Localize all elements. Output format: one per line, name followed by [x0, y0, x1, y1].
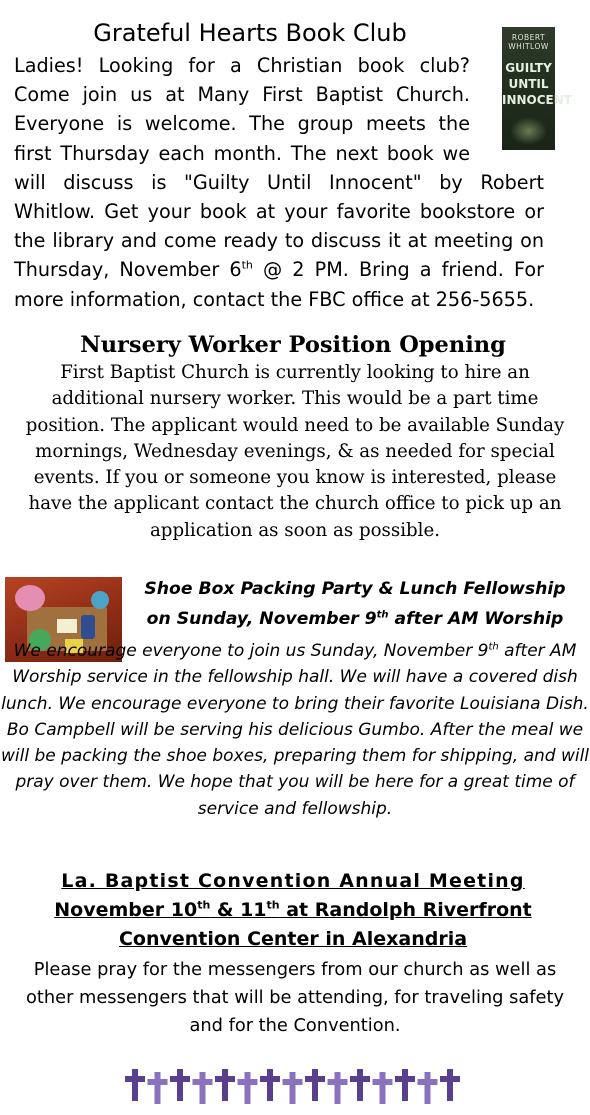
- cross-icon: [328, 1072, 348, 1104]
- cross-icon: [170, 1069, 190, 1101]
- book-club-body: Ladies! Looking for a Christian book club? Come join us at Many First Baptist Church. Everyone is welcome. The group meets the first Thursday each month. The next book we will discuss is "Guilty Until Innocent" by Robert Whitlow. Get your book at your favorite bookstore or the library and come ready to discuss it at meeting on Thursday, November 6th @ 2 PM. Bring a friend. For more information, contact the FBC office at 256-5655.: [14, 51, 544, 314]
- convention-heading-line1: La. Baptist Convention Annual Meeting: [61, 870, 525, 892]
- book-cover-image: [502, 27, 572, 150]
- photo-item: [91, 591, 109, 609]
- shoe-box-heading: [130, 574, 580, 634]
- photo-toy: [15, 585, 45, 611]
- cross-icon: [305, 1069, 325, 1101]
- cross-icon: [260, 1069, 280, 1101]
- book-cover-title: GUILTY UNTIL INNOCENT: [502, 61, 572, 107]
- cross-icon: [125, 1069, 145, 1101]
- nursery-title: Nursery Worker Position Opening: [80, 332, 506, 358]
- cross-icon: [148, 1072, 168, 1104]
- shoe-box-heading-line2: on Sunday, November 9th after AM Worship: [146, 609, 564, 629]
- shoe-box-heading-line1: Shoe Box Packing Party & Lunch Fellowship: [144, 579, 566, 599]
- cross-icon: [283, 1072, 303, 1104]
- convention-body: Please pray for the messengers from our church as well as other messengers that will be attending, for traveling safety and for the Convention.: [26, 959, 564, 1037]
- cross-icon: [373, 1072, 393, 1104]
- book-cover-glow: [510, 117, 547, 145]
- convention-heading-line2: November 10th & 11th at Randolph Riverfront: [54, 898, 532, 921]
- cross-icon: [238, 1072, 258, 1104]
- cross-icon: [418, 1072, 438, 1104]
- photo-item: [81, 615, 95, 639]
- photo-item: [57, 619, 77, 633]
- cross-icon: [350, 1069, 370, 1101]
- cross-icon: [215, 1069, 235, 1101]
- convention-heading-line3: Convention Center in Alexandria: [118, 928, 468, 950]
- cross-icon: [193, 1072, 213, 1104]
- cross-icon: [395, 1069, 415, 1101]
- book-club-title: Grateful Hearts Book Club: [93, 19, 407, 47]
- shoe-box-body: We encourage everyone to join us Sunday, November 9th after AM Worship service in the fellowship hall. We will have a covered dish lunch. We encourage everyone to bring their favorite Louisiana Dish. Bo Campbell will be serving his delicious Gumbo. After the meal we will be packing the shoe boxes, preparing them for shipping, and will pray over them. We hope that you will be here for a great time of service and fellowship.: [0, 641, 590, 819]
- book-cover-author: ROBERT WHITLOW: [508, 33, 549, 51]
- cross-row: [124, 1067, 464, 1105]
- nursery-body: First Baptist Church is currently looking to hire an additional nursery worker. This would be a part time position. The applicant would need to be available Sunday mornings, Wednesday evenings, & as needed for special events. If you or someone you know is interested, please have the applicant contact the church office to pick up an application as soon as possible.: [25, 362, 565, 541]
- cross-icon: [440, 1069, 460, 1101]
